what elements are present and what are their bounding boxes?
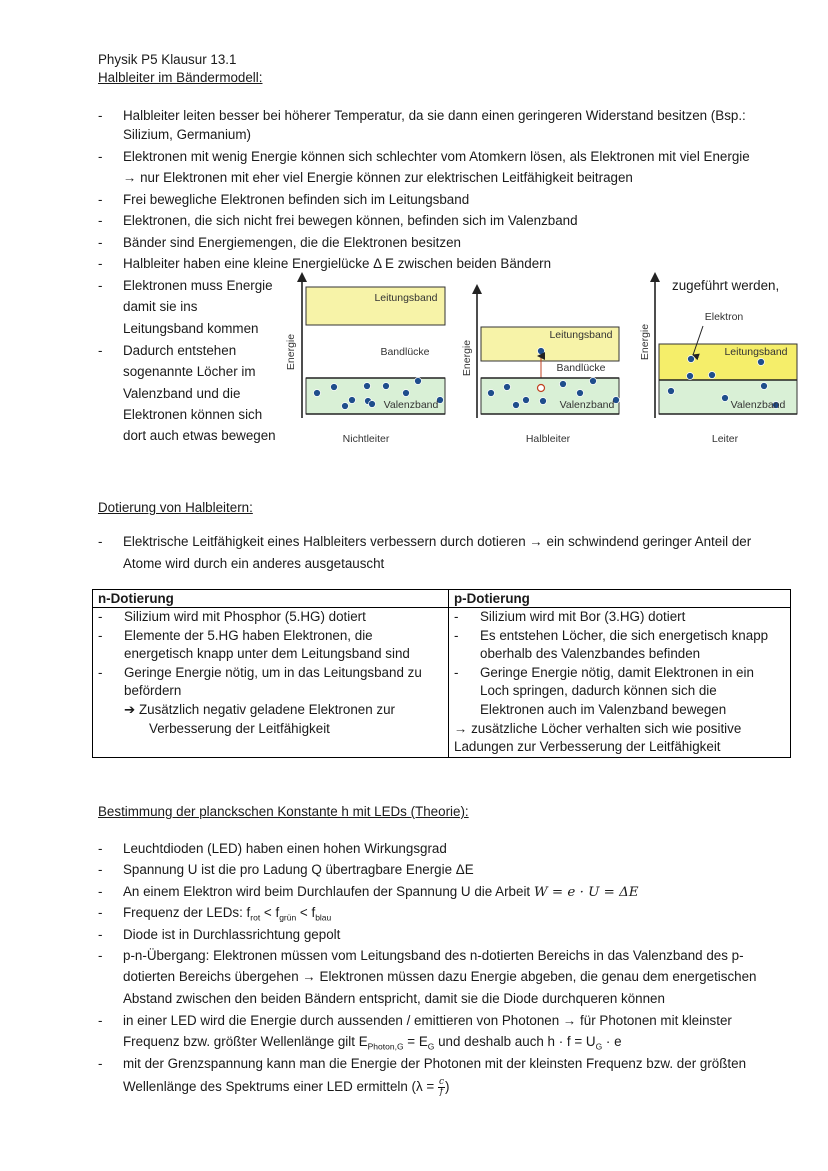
list-item: Elektrische Leitfähigkeit eines Halbleiters verbessern durch dotieren → ein schwindend geringer Anteil der	[123, 534, 752, 549]
electron-icon	[513, 402, 520, 409]
list-item: Halbleiter haben eine kleine Energielücke Δ E zwischen beiden Bändern	[123, 256, 552, 271]
table-cell-text: Geringe Energie nötig, um in das Leitungsband zu	[124, 664, 422, 680]
section-heading-planck: Bestimmung der planckschen Konstante h mit LEDs (Theorie):	[98, 804, 469, 819]
electron-icon	[523, 397, 530, 404]
bullet-dash: -	[98, 664, 103, 680]
list-item: mit der Grenzspannung kann man die Energie der Photonen mit der kleinsten Frequenz bzw. der größten	[123, 1056, 747, 1071]
table-cell-text: → zusätzliche Löcher verhalten sich wie positive	[454, 720, 742, 736]
list-item: Spannung U ist die pro Ladung Q übertragbare Energie ΔE	[123, 862, 474, 877]
list-item-text: Frequenz der LEDs: f	[123, 905, 251, 920]
electron-icon	[488, 390, 495, 397]
list-item-continuation: → nur Elektronen mit eher viel Energie können zur elektrischen Leitfähigkeit beitragen	[123, 170, 633, 185]
table-cell-text: energetisch knapp unter dem Leitungsband sind	[124, 646, 410, 662]
table-cell-line	[454, 738, 790, 757]
table-header-n: n-Dotierung	[93, 590, 449, 608]
conduction-band-label: Leitungsband	[724, 346, 788, 358]
nichtleiter-diagram	[285, 272, 445, 445]
side-text-line: Leitungsband kommen	[123, 321, 259, 336]
bullet-dash: -	[98, 534, 103, 549]
bullet-dash: -	[98, 256, 103, 271]
list-item-text: An einem Elektron wird beim Durchlaufen der Spannung U die Arbeit	[123, 884, 531, 899]
valence-band-label: Valenzband	[383, 399, 439, 411]
electron-icon	[364, 383, 371, 390]
list-item-continuation: dotierten Bereichs übergehen → Elektronen müssen dazu Energie abgeben, die genau dem energetischen	[123, 969, 757, 984]
doping-table	[92, 589, 791, 758]
table-cell-line	[454, 664, 790, 683]
n-doping-cell	[93, 608, 449, 758]
bullet-dash: -	[98, 192, 103, 207]
halbleiter-diagram	[461, 284, 620, 445]
list-item-continuation	[123, 1078, 449, 1097]
list-item: Bänder sind Energiemengen, die die Elektronen besitzen	[123, 235, 461, 250]
list-item: Elektronen mit wenig Energie können sich schlechter vom Atomkern lösen, als Elektronen mit viel Energie	[123, 149, 750, 164]
electron-icon	[722, 395, 729, 402]
arrow-head-icon	[650, 272, 660, 282]
electron-icon	[403, 390, 410, 397]
diagram-caption-leiter: Leiter	[711, 433, 739, 445]
table-cell-text: Silizium wird mit Phosphor (5.HG) dotiert	[124, 609, 366, 624]
electron-icon	[504, 384, 511, 391]
conduction-band-label: Leitungsband	[374, 292, 438, 304]
band-gap-label: Bandlücke	[380, 346, 430, 358]
subscript: G	[427, 1041, 435, 1052]
side-text-line: sogenannte Löcher im	[123, 364, 256, 379]
electron-icon	[577, 390, 584, 397]
table-cell-text: Es entstehen Löcher, die sich energetisch knapp	[480, 627, 769, 643]
subscript: Photon,G	[367, 1041, 404, 1052]
valence-band-label: Valenzband	[730, 399, 786, 411]
table-cell-text: Geringe Energie nötig, damit Elektronen in ein	[480, 664, 754, 680]
text-fragment: Wellenlänge des Spektrums einer LED ermitteln (λ =	[123, 1079, 438, 1095]
subscript: G	[595, 1041, 603, 1052]
table-cell-line	[454, 682, 790, 701]
fraction-numerator: c	[438, 1077, 444, 1087]
subscript: blau	[315, 912, 332, 923]
table-cell-line	[454, 645, 790, 664]
section-heading-baendermodell: Halbleiter im Bändermodell:	[98, 70, 263, 85]
table-cell-line	[454, 608, 790, 627]
electron-icon	[349, 397, 356, 404]
electron-icon	[590, 378, 597, 385]
band-model-diagram	[280, 270, 800, 450]
list-item	[123, 884, 639, 900]
subscript: rot	[250, 912, 261, 923]
arrow-head-icon	[297, 272, 307, 282]
bullet-dash: -	[454, 627, 459, 643]
side-text-line: dort auch etwas bewegen	[123, 428, 276, 443]
table-cell-text: ➔ Zusätzlich negativ geladene Elektronen zur	[124, 701, 396, 717]
valence-band-label: Valenzband	[559, 399, 615, 411]
energy-axis-label: Energie	[639, 323, 651, 361]
bullet-dash: -	[98, 343, 103, 358]
fraction-denominator: f	[439, 1087, 444, 1097]
bullet-dash: -	[98, 841, 103, 856]
electron-icon	[668, 388, 675, 395]
bullet-dash: -	[98, 905, 103, 920]
table-cell-text: Verbesserung der Leitfähigkeit	[149, 720, 330, 736]
bullet-dash: -	[98, 609, 103, 624]
table-cell-line	[454, 701, 790, 720]
table-cell-text: oberhalb des Valenzbandes befinden	[480, 646, 701, 662]
table-cell-line	[454, 720, 790, 739]
text-fragment: und deshalb auch h · f = U	[434, 1034, 596, 1049]
table-cell-text: befördern	[124, 683, 182, 699]
bullet-dash: -	[98, 108, 103, 123]
electron-icon	[560, 381, 567, 388]
electron-icon	[314, 390, 321, 397]
side-text-line: damit sie ins	[123, 299, 198, 314]
table-cell-text: Elemente der 5.HG haben Elektronen, die	[124, 627, 373, 643]
electron-icon	[540, 398, 547, 405]
table-header-p: p-Dotierung	[449, 590, 791, 608]
table-cell-line	[454, 627, 790, 646]
diagram-caption-halbleiter: Halbleiter	[525, 433, 571, 445]
list-item: Diode ist in Durchlassrichtung gepolt	[123, 927, 341, 942]
table-cell-line	[98, 701, 448, 720]
bullet-dash: -	[98, 884, 103, 899]
table-cell-text: Loch springen, dadurch können sich die	[480, 683, 717, 699]
electron-icon	[538, 348, 545, 355]
electron-icon	[369, 401, 376, 408]
table-cell-line	[98, 645, 448, 664]
electron-icon	[688, 356, 695, 363]
side-text-right-fragment: zugeführt werden,	[672, 278, 780, 293]
list-item: Frei bewegliche Elektronen befinden sich im Leitungsband	[123, 192, 470, 207]
bullet-dash: -	[98, 1056, 103, 1071]
page-title: Physik P5 Klausur 13.1	[98, 52, 237, 67]
bullet-dash: -	[98, 235, 103, 250]
bullet-dash: -	[98, 213, 103, 228]
table-cell-text: Ladungen zur Verbesserung der Leitfähigkeit	[454, 739, 721, 755]
list-item: in einer LED wird die Energie durch aussenden / emittieren von Photonen → für Photonen mit kleinster	[123, 1013, 732, 1028]
table-cell-line	[98, 627, 448, 646]
bullet-dash: -	[98, 927, 103, 942]
electron-icon	[415, 378, 422, 385]
electron-icon	[342, 403, 349, 410]
table-cell-line	[98, 608, 448, 627]
bullet-dash: -	[98, 948, 103, 963]
list-item: Halbleiter leiten besser bei höherer Temperatur, da sie dann einen geringeren Widerstand besitzen (Bsp.:	[123, 108, 746, 123]
side-text-line: Elektronen muss Energie	[123, 278, 273, 293]
text-fragment: Frequenz bzw. größter Wellenlänge gilt E	[123, 1034, 368, 1049]
band-gap-label: Bandlücke	[556, 362, 606, 374]
list-item: Leuchtdioden (LED) haben einen hohen Wirkungsgrad	[123, 841, 447, 856]
table-cell-line	[98, 682, 448, 701]
electron-icon	[758, 359, 765, 366]
arrow-head-icon	[472, 284, 482, 294]
side-text-line: Dadurch entstehen	[123, 343, 237, 358]
section-heading-dotierung: Dotierung von Halbleitern:	[98, 500, 253, 515]
fraction-c-over-f	[438, 1078, 445, 1097]
text-fragment: · e	[602, 1034, 622, 1049]
list-item-continuation: Abstand zwischen den beiden Bändern entspricht, damit sie die Diode durchqueren können	[123, 991, 665, 1006]
bullet-dash: -	[454, 664, 459, 680]
leiter-diagram	[639, 272, 797, 445]
list-item: Frequenz der LEDs: $f_{rot} < f_{grün} < f_{blau}$	[123, 905, 332, 923]
p-doping-cell	[449, 608, 791, 758]
list-item-continuation: Silizium, Germanium)	[123, 127, 251, 142]
hole-icon	[538, 385, 545, 392]
bullet-dash: -	[454, 609, 459, 624]
bullet-dash: -	[98, 862, 103, 877]
electron-icon	[383, 383, 390, 390]
bullet-dash: -	[98, 278, 103, 293]
energy-axis-label: Energie	[461, 339, 473, 377]
text-fragment: )	[445, 1079, 450, 1095]
electron-icon	[331, 384, 338, 391]
side-text-line: Valenzband und die	[123, 386, 241, 401]
conduction-band-label: Leitungsband	[549, 329, 613, 341]
list-item-continuation	[123, 1034, 622, 1052]
table-cell-text: Silizium wird mit Bor (3.HG) dotiert	[480, 609, 686, 624]
electron-icon	[761, 383, 768, 390]
energy-axis-label: Energie	[285, 333, 297, 371]
list-item: p-n-Übergang: Elektronen müssen vom Leitungsband des n-dotierten Bereichs in das Valenzband des p-	[123, 948, 744, 963]
list-item: Elektronen, die sich nicht frei bewegen können, befinden sich im Valenzband	[123, 213, 578, 228]
table-cell-text: Elektronen auch im Valenzband bewegen	[480, 701, 727, 717]
electron-icon	[709, 372, 716, 379]
text-fragment: = E	[403, 1034, 428, 1049]
bullet-dash: -	[98, 1013, 103, 1028]
side-text-line: Elektronen können sich	[123, 407, 263, 422]
electron-label: Elektron	[704, 311, 744, 323]
formula-work: W = e · U = ΔE	[533, 885, 639, 900]
subscript: grün	[279, 912, 297, 923]
list-item-continuation: Atome wird durch ein anderes ausgetauscht	[123, 556, 385, 571]
electron-icon	[687, 373, 694, 380]
table-cell-line	[98, 664, 448, 683]
diagram-caption-nichtleiter: Nichtleiter	[342, 433, 390, 445]
bullet-dash: -	[98, 627, 103, 643]
bullet-dash: -	[98, 149, 103, 164]
table-cell-line	[98, 720, 448, 739]
